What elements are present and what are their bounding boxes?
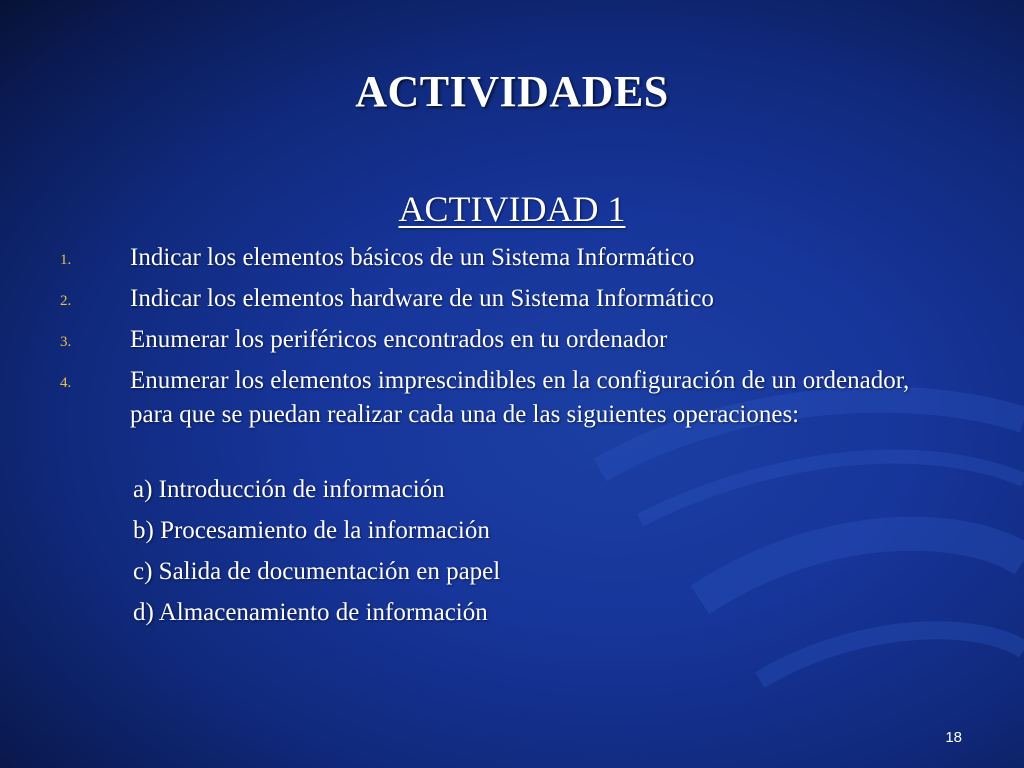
- activity-heading: ACTIVIDAD 1: [398, 189, 626, 229]
- task-number: 1.: [60, 252, 72, 268]
- task-text: Indicar los elementos hardware de un Sistema Informático: [130, 285, 714, 312]
- operation-item-d: d) Almacenamiento de información: [133, 599, 488, 626]
- task-item-1: [60, 241, 920, 275]
- task-number: 4.: [60, 375, 72, 391]
- slide-title: ACTIVIDADES: [355, 67, 669, 116]
- operation-item-a: a) Introducción de información: [133, 476, 445, 503]
- task-item-2: [60, 282, 920, 316]
- operation-item-c: c) Salida de documentación en papel: [133, 558, 501, 585]
- task-number: 3.: [60, 334, 72, 350]
- task-list: [60, 241, 920, 439]
- task-text: Enumerar los periféricos encontrados en tu ordenador: [130, 326, 668, 353]
- operation-item-b: b) Procesamiento de la información: [133, 517, 490, 544]
- task-text: Enumerar los elementos imprescindibles en la configuración de un ordenador, para que se puedan realizar cada una de las siguientes operaciones:: [130, 367, 910, 428]
- task-number: 2.: [60, 293, 72, 309]
- operation-list: [133, 473, 500, 637]
- task-item-3: [60, 323, 920, 357]
- page-number: 18: [945, 729, 962, 746]
- task-item-4: [60, 364, 920, 432]
- task-text: Indicar los elementos básicos de un Sistema Informático: [130, 244, 695, 271]
